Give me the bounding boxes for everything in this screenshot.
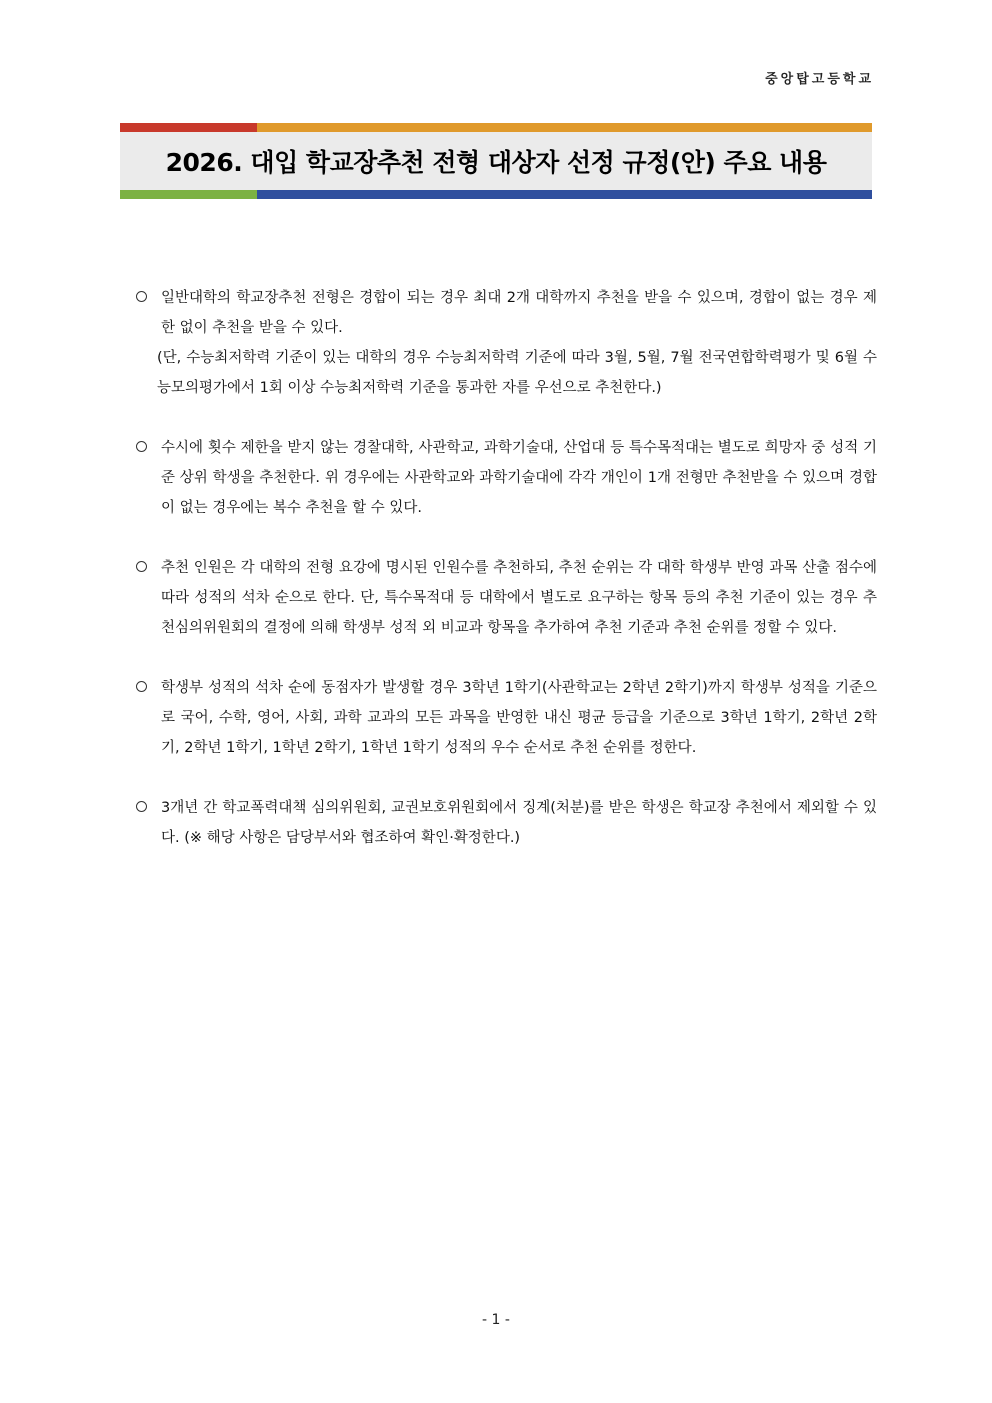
rule-item-text: 3개년 간 학교폭력대책 심의위원회, 교권보호위원회에서 징계(처분)를 받은 학생은 학교장 추천에서 제외할 수 있다. (※ 해당 사항은 담당부서와 협조하여 확인·확정한다.) <box>161 800 877 846</box>
rules-list <box>133 283 877 883</box>
title-background <box>120 132 872 190</box>
rule-item-5 <box>133 793 877 853</box>
rule-item-text: 수시에 횟수 제한을 받지 않는 경찰대학, 사관학교, 과학기술대, 산업대 등 특수목적대는 별도로 희망자 중 성적 기준 상위 학생을 추천한다. 위 경우에는 사관학교와 과학기술대에 각각 개인이 1개 전형만 추천받을 수 있으며 경합이 없는 경우에는 복수 추천을 할 수 있다. <box>161 440 877 516</box>
circle-bullet-icon <box>136 681 147 692</box>
title-bottom-bar-left <box>120 190 257 199</box>
rule-item-3 <box>133 553 877 643</box>
circle-bullet-icon <box>136 441 147 452</box>
page-title: 2026. 대입 학교장추천 전형 대상자 선정 규정(안) 주요 내용 <box>165 148 827 177</box>
title-bottom-bar <box>120 190 872 199</box>
circle-bullet-icon <box>136 801 147 812</box>
rule-item-2 <box>133 433 877 523</box>
circle-bullet-icon <box>136 561 147 572</box>
rule-item-4 <box>133 673 877 763</box>
rule-item-1 <box>133 283 877 403</box>
rule-item-note: (단, 수능최저학력 기준이 있는 대학의 경우 수능최저학력 기준에 따라 3월, 5월, 7월 전국연합학력평가 및 6월 수능모의평가에서 1회 이상 수능최저학력 기준을 통과한 자를 우선으로 추천한다.) <box>157 350 877 396</box>
title-top-bar-left <box>120 123 257 132</box>
school-name: 중앙탑고등학교 <box>765 72 874 87</box>
page-number: - 1 - <box>482 1312 510 1328</box>
circle-bullet-icon <box>136 291 147 302</box>
rule-item-text: 학생부 성적의 석차 순에 동점자가 발생할 경우 3학년 1학기(사관학교는 2학년 2학기)까지 학생부 성적을 기준으로 국어, 수학, 영어, 사회, 과학 교과의 모든 과목을 반영한 내신 평균 등급을 기준으로 3학년 1학기, 2학년 2학기, 2학년 1학기, 1학년 2학기, 1학년 1학기 성적의 우수 순서로 추천 순위를 정한다. <box>161 680 877 756</box>
title-banner <box>120 123 872 199</box>
title-bottom-bar-right <box>257 190 872 199</box>
title-top-bar <box>120 123 872 132</box>
title-top-bar-right <box>257 123 872 132</box>
rule-item-text: 일반대학의 학교장추천 전형은 경합이 되는 경우 최대 2개 대학까지 추천을 받을 수 있으며, 경합이 없는 경우 제한 없이 추천을 받을 수 있다. <box>161 290 877 336</box>
rule-item-text: 추천 인원은 각 대학의 전형 요강에 명시된 인원수를 추천하되, 추천 순위는 각 대학 학생부 반영 과목 산출 점수에 따라 성적의 석차 순으로 한다. 단, 특수목적대 등 대학에서 별도로 요구하는 항목 등의 추천 기준이 있는 경우 추천심의위원회의 결정에 의해 학생부 성적 외 비교과 항목을 추가하여 추천 기준과 추천 순위를 정할 수 있다. <box>161 560 877 636</box>
